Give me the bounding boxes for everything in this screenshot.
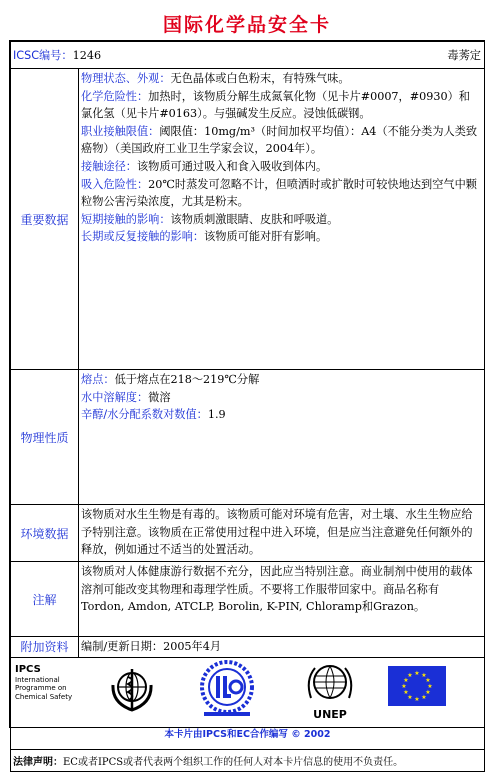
important-data-row (11, 69, 485, 370)
legal-text: EC或者IPCS或者代表两个组织工作的任何人对本卡片信息的使用不负责任。 (63, 756, 404, 768)
svg-text:★: ★ (401, 682, 407, 690)
additional-row (11, 637, 485, 658)
legal-row (11, 749, 485, 771)
physical-item: 辛醇/水分配系数对数值：1.9 (81, 408, 226, 422)
svg-text:★: ★ (425, 688, 431, 696)
important-item: 职业接触限值：阈限值：10mg/m³（时间加权平均值）：A4（不能分类为人类致癌物）（美国政府工业卫生学家会议，2004年）。 (81, 124, 478, 156)
legal-cell (11, 749, 485, 771)
environment-row (11, 505, 485, 562)
header-cell (11, 42, 485, 69)
notes-row (11, 562, 485, 637)
icsc-value: 1246 (72, 49, 102, 62)
svg-text:★: ★ (414, 669, 420, 677)
physical-item: 熔点：低于熔点在218～219℃分解 (81, 373, 260, 386)
footer-cell (11, 657, 485, 749)
unep-label: UNEP (313, 707, 347, 721)
ipcs-block: IPCS International Programme on Chemical Safety (15, 663, 73, 701)
important-data-content (79, 69, 485, 370)
card-table (10, 41, 485, 772)
ipcs-title: IPCS (15, 663, 41, 675)
unep-logo-icon (303, 662, 357, 710)
important-item: 接触途径：该物质可通过吸入和食入吸收到体内。 (81, 159, 328, 173)
svg-text:★: ★ (421, 671, 427, 679)
physical-properties-row (11, 370, 485, 505)
important-item: 化学危险性：加热时，该物质分解生成氮氧化物（见卡片#0007，#0930）和氯化氢（见卡片#0163）。与强碱发生反应。浸蚀低碳钢。 (81, 89, 470, 121)
notes-label: 注解 (11, 562, 79, 637)
ilo-logo-icon (198, 660, 256, 720)
additional-content: 编制/更新日期：2005年4月 (79, 637, 485, 658)
svg-text:★: ★ (407, 671, 413, 679)
svg-text:★: ★ (403, 676, 409, 684)
svg-text:★: ★ (421, 693, 427, 701)
important-item: 长期或反复接触的影响：该物质可能对肝有影响。 (81, 230, 328, 244)
physical-properties-content (79, 370, 485, 505)
physical-properties-label: 物理性质 (11, 370, 79, 505)
legal-label: 法律声明： (13, 756, 63, 768)
header-row (11, 42, 485, 69)
svg-text:★: ★ (427, 682, 433, 690)
important-item: 吸入危险性：20℃时蒸发可忽略不计，但喷洒时或扩散时可较快地达到空气中颗粒物公害污染浓度，尤其是粉末。 (81, 177, 477, 209)
svg-text:★: ★ (425, 676, 431, 684)
credit-text: 本卡片由IPCS和EC合作编写 © 2002 (164, 728, 331, 740)
additional-label: 附加资料 (11, 637, 79, 658)
important-data-label: 重要数据 (11, 69, 79, 370)
physical-item: 水中溶解度：微溶 (81, 390, 171, 404)
eu-flag-icon (388, 666, 446, 706)
chemical-name: 毒莠定 (447, 49, 481, 62)
footer-row (11, 657, 485, 749)
who-logo-icon (107, 663, 157, 715)
svg-text:★: ★ (414, 695, 420, 703)
important-item: 短期接触的影响：该物质刺激眼睛、皮肤和呼吸道。 (81, 212, 339, 226)
svg-text:★: ★ (403, 688, 409, 696)
environment-content: 该物质对水生生物是有毒的。该物质可能对环境有危害，对土壤、水生生物应给予特别注意。该物质在正常使用过程中进入环境，但是应当注意避免任何额外的释放，例如通过不适当的处置活动。 (79, 505, 485, 562)
important-item: 物理状态、外观：无色晶体或白色粉末，有特殊气味。 (81, 72, 350, 85)
icsc-label: ICSC编号： (13, 49, 73, 62)
environment-label: 环境数据 (11, 505, 79, 562)
icsc-number (11, 47, 101, 63)
card-title: 国际化学品安全卡 (162, 14, 331, 36)
notes-content: 该物质对人体健康游行数据不充分，因此应当特别注意。商业制剂中使用的载体溶剂可能改变其物理和毒理学性质。不要将工作服带回家中。商品名称有Tordon, Amdon, ATCLP, Borolin, K-PIN, Chloramp和Grazon。 (79, 562, 485, 637)
svg-text:★: ★ (407, 693, 413, 701)
